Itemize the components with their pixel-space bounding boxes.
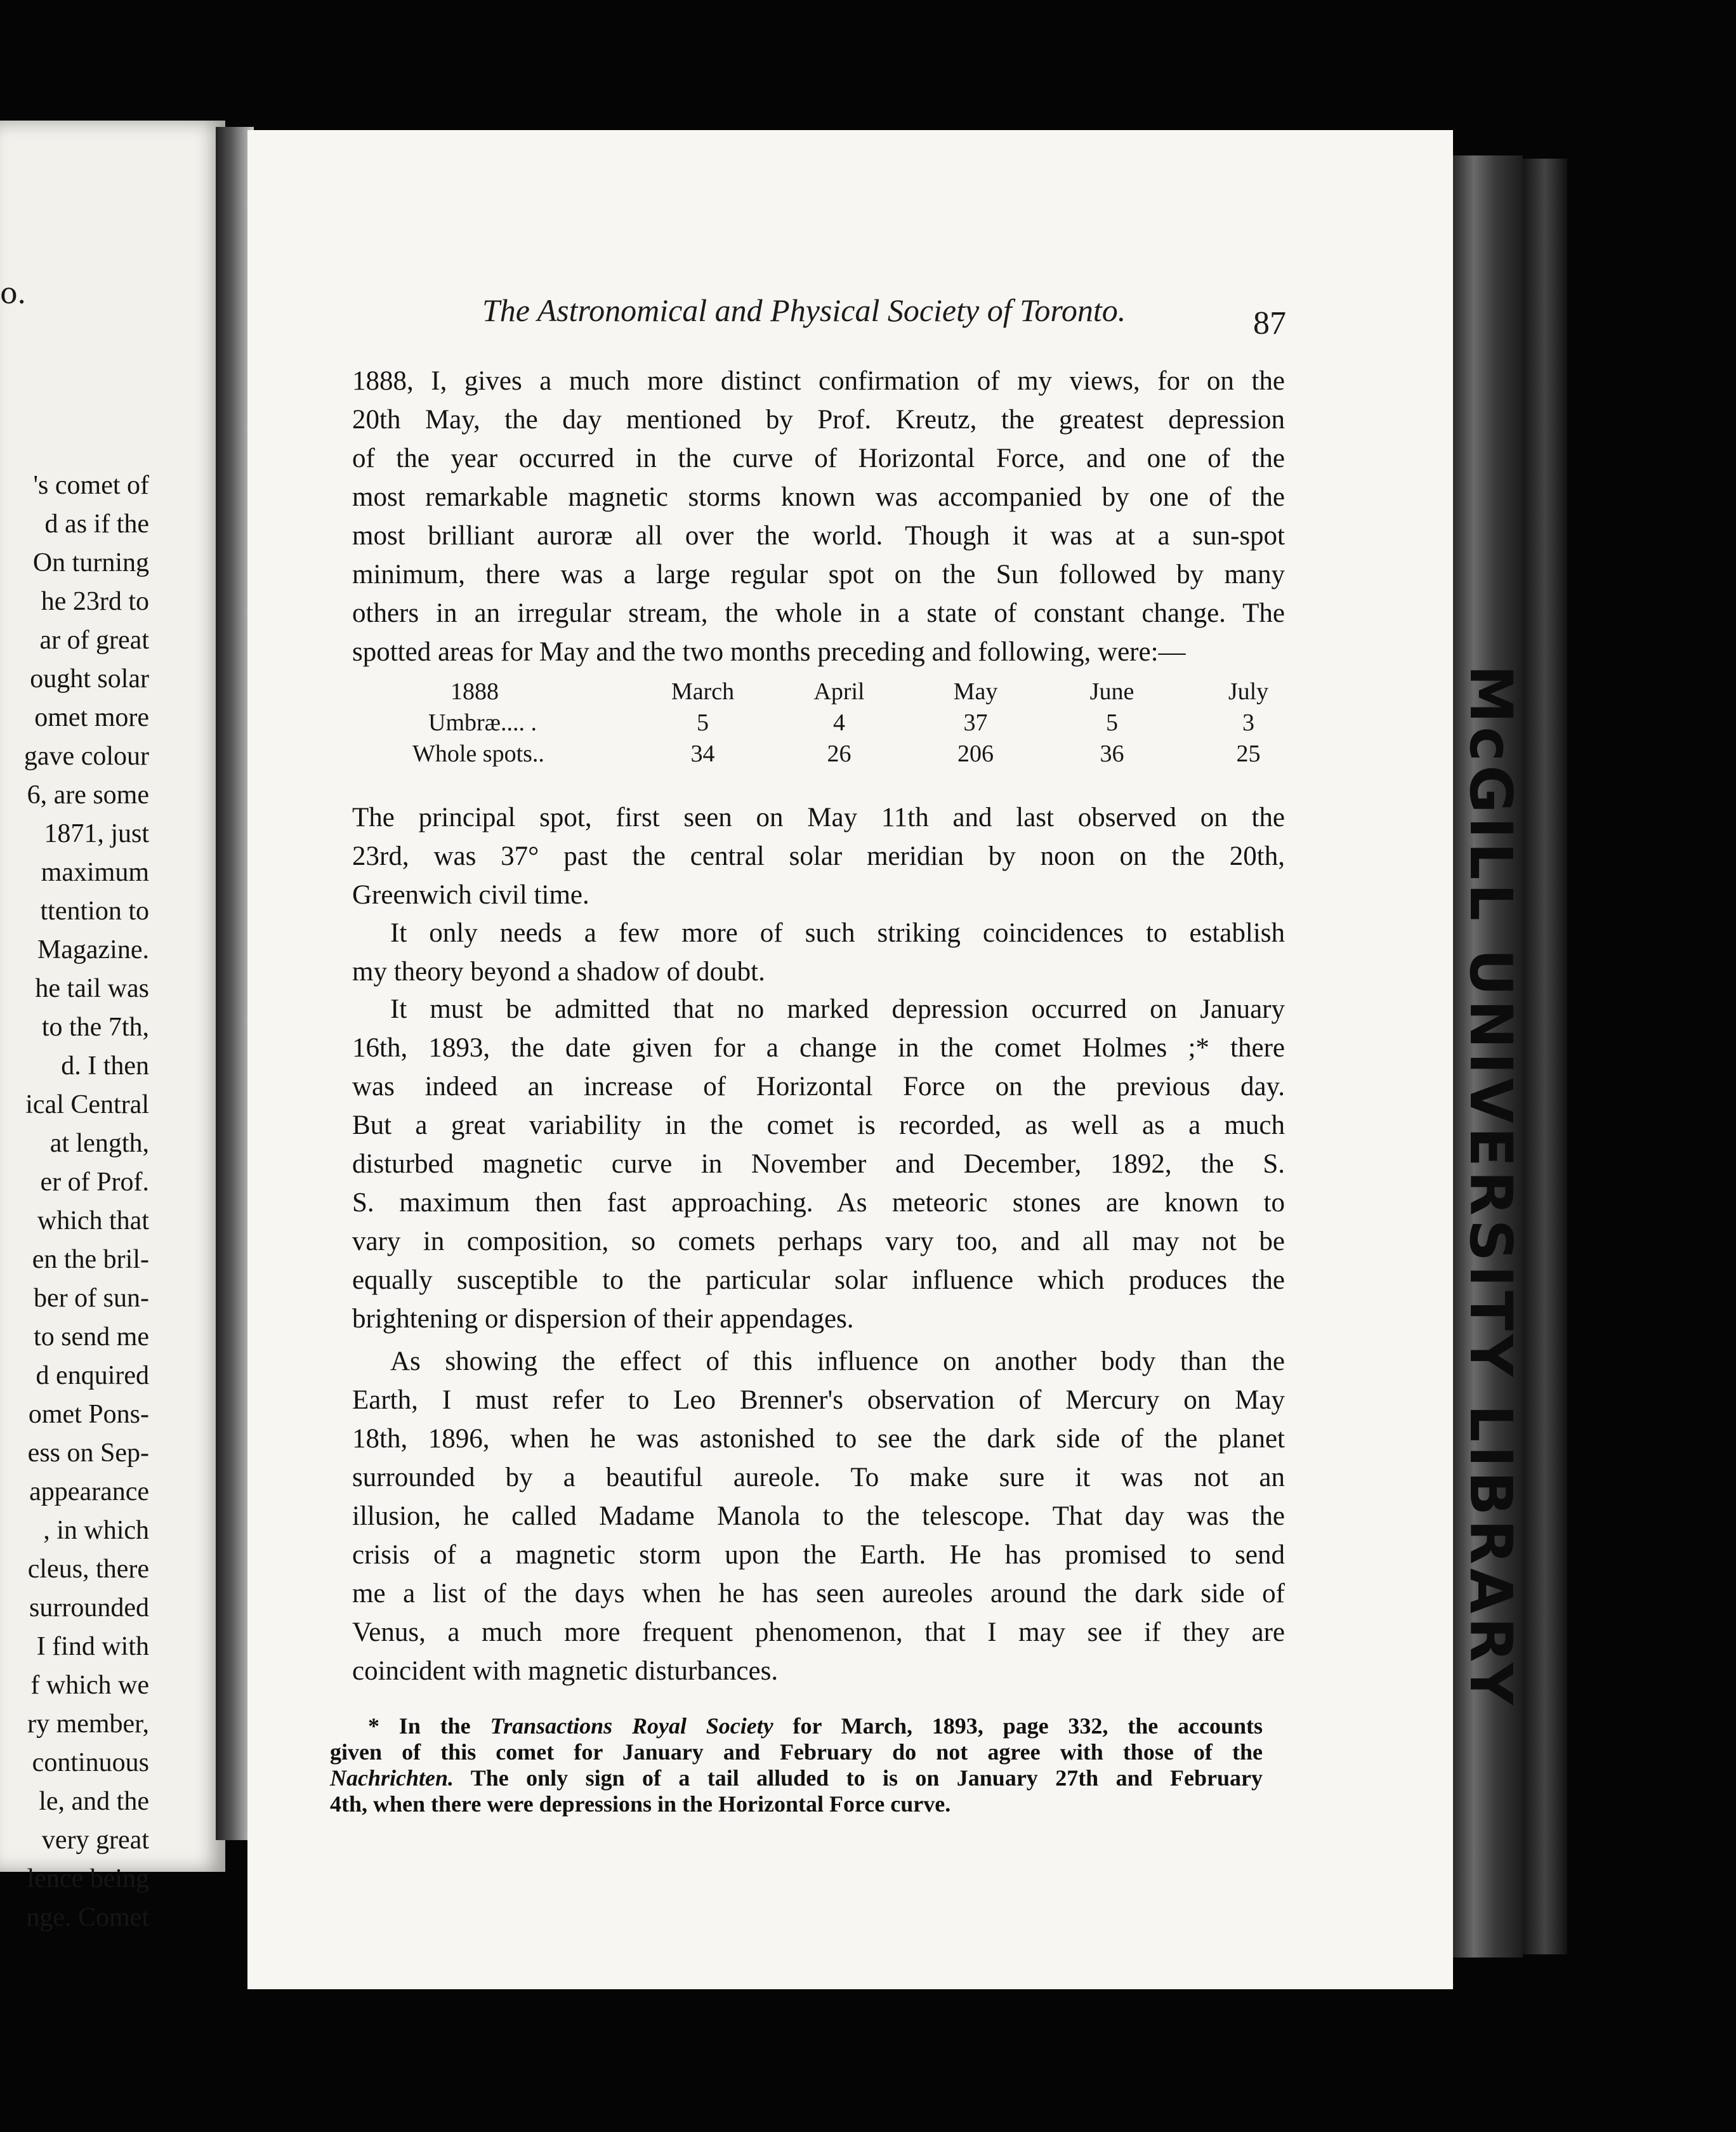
table-row	[412, 738, 1317, 769]
footnote-line	[330, 1739, 1263, 1765]
text-line: most remarkable magnetic storms known was accompanied by one of the	[352, 482, 1285, 512]
text-line: spotted areas for May and the two months preceding and following, were:—	[352, 637, 1186, 667]
table-cell: 5	[1106, 709, 1118, 736]
paragraph-continuation	[352, 362, 1285, 671]
left-page-line: lence being	[27, 1864, 149, 1893]
left-page-line: d. I then	[61, 1051, 149, 1081]
text-line: As showing the effect of this influence on another body than the	[390, 1346, 1285, 1376]
text-line: Greenwich civil time.	[352, 880, 589, 910]
left-page-line: nge. Comet	[26, 1903, 149, 1932]
text-line: 18th, 1896, when he was astonished to see the dark side of the planet	[352, 1424, 1285, 1454]
paragraph-coincidences	[352, 914, 1285, 991]
left-page-line: appearance	[29, 1477, 149, 1506]
paragraph-principal-spot	[352, 798, 1285, 914]
table-cell: 3	[1242, 709, 1254, 736]
text-line: It must be admitted that no marked depression occurred on January	[390, 994, 1285, 1024]
text-line: 23rd, was 37° past the central solar meridian by noon on the 20th,	[352, 841, 1285, 871]
left-page-line: cleus, there	[27, 1555, 149, 1584]
running-head: The Astronomical and Physical Society of Toronto.	[482, 293, 1126, 328]
footnote-line	[330, 1713, 1263, 1739]
footnote-text: The only sign of a tail alluded to is on January 27th and February	[454, 1765, 1263, 1791]
footnote-text: given of this comet for January and February do not agree with those of the	[330, 1739, 1263, 1765]
text-line: equally susceptible to the particular solar influence which produces the	[352, 1265, 1285, 1295]
left-page-line: ber of sun-	[34, 1284, 149, 1313]
left-page-line: gave colour	[23, 742, 149, 771]
table-cell: 206	[957, 740, 994, 767]
footnote-italic-title: Transactions Royal Society	[490, 1713, 773, 1739]
text-line: But a great variability in the comet is recorded, as well as a much	[352, 1110, 1285, 1140]
left-page-line: , in which	[43, 1516, 149, 1545]
table-year: 1888	[450, 678, 499, 705]
text-line: It only needs a few more of such striking coincidences to establish	[390, 918, 1285, 948]
left-page-line: which that	[37, 1206, 149, 1235]
text-line: was indeed an increase of Horizontal Force on the previous day.	[352, 1072, 1285, 1102]
table-cell: 36	[1100, 740, 1124, 767]
table-col-header: July	[1228, 678, 1269, 705]
footnote-line	[330, 1791, 1263, 1817]
text-line: me a list of the days when he has seen aureoles around the dark side of	[352, 1579, 1285, 1609]
text-line: others in an irregular stream, the whole in a state of constant change. The	[352, 598, 1285, 628]
table-row-label: Umbræ.... .	[428, 709, 537, 736]
footnote-text: * In the	[368, 1713, 490, 1739]
left-page-line: very great	[41, 1826, 149, 1855]
left-page-line: at length,	[49, 1129, 149, 1158]
left-page-line: d as if the	[44, 510, 149, 539]
text-line: vary in composition, so comets perhaps vary too, and all may not be	[352, 1227, 1285, 1256]
text-line: S. maximum then fast approaching. As meteoric stones are known to	[352, 1188, 1285, 1218]
footnote-text: 4th, when there were depressions in the Horizontal Force curve.	[330, 1791, 951, 1817]
paragraph-comet-holmes	[352, 990, 1285, 1338]
left-page-line: ar of great	[39, 626, 149, 655]
text-line: 20th May, the day mentioned by Prof. Kreutz, the greatest depression	[352, 405, 1285, 435]
text-line: Earth, I must refer to Leo Brenner's observation of Mercury on May	[352, 1385, 1285, 1415]
left-page-line: ttention to	[40, 897, 149, 926]
library-stamp	[1453, 664, 1529, 1709]
footnote	[330, 1713, 1263, 1817]
table-cell: 26	[827, 740, 852, 767]
footnote-italic-title: Nachrichten.	[330, 1765, 454, 1791]
table-cell: 5	[697, 709, 709, 736]
text-line: coincident with magnetic disturbances.	[352, 1656, 779, 1686]
text-line: disturbed magnetic curve in November and December, 1892, the S.	[352, 1149, 1285, 1179]
left-page-line: omet more	[34, 703, 149, 732]
book-cover-edge	[1523, 159, 1567, 1954]
text-line: The principal spot, first seen on May 11th and last observed on the	[352, 803, 1285, 832]
sunspot-table	[412, 676, 1317, 769]
left-page-line: 1871, just	[44, 819, 149, 848]
left-page-heading-fragment: o.	[0, 276, 27, 310]
table-col-header: April	[813, 678, 865, 705]
text-line: my theory beyond a shadow of doubt.	[352, 957, 765, 987]
text-line: illusion, he called Madame Manola to the telescope. That day was the	[352, 1501, 1285, 1531]
table-col-header: June	[1089, 678, 1134, 705]
table-cell: 25	[1236, 740, 1261, 767]
table-col-header: May	[953, 678, 998, 705]
left-page-line: he 23rd to	[41, 587, 149, 616]
left-page-line: en the bril-	[32, 1245, 149, 1274]
text-line: 16th, 1893, the date given for a change in the comet Holmes ;* there	[352, 1033, 1285, 1063]
left-page-line: ry member,	[27, 1709, 149, 1739]
left-page-line: omet Pons-	[28, 1400, 149, 1429]
table-cell: 34	[690, 740, 715, 767]
table-cell: 4	[833, 709, 845, 736]
text-line: minimum, there was a large regular spot on the Sun followed by many	[352, 560, 1285, 589]
left-page-line: maximum	[41, 858, 149, 887]
left-page-text-lines	[24, 466, 149, 1937]
left-page-line: er of Prof.	[40, 1168, 149, 1197]
page-number: 87	[1253, 305, 1286, 341]
paragraph-mercury-observation	[352, 1342, 1285, 1690]
left-page-line: Magazine.	[37, 935, 149, 964]
left-page-line: surrounded	[29, 1593, 149, 1622]
footnote-line	[330, 1765, 1263, 1791]
table-row-label: Whole spots..	[412, 740, 544, 767]
text-line: of the year occurred in the curve of Horizontal Force, and one of the	[352, 444, 1285, 473]
left-page-line: to send me	[34, 1322, 149, 1352]
footnote-text: for March, 1893, page 332, the accounts	[773, 1713, 1263, 1739]
left-page-line: ical Central	[25, 1090, 149, 1119]
left-page-line: d enquired	[36, 1361, 149, 1390]
text-line: 1888, I, gives a much more distinct confirmation of my views, for on the	[352, 366, 1285, 396]
left-page-line: continuous	[32, 1748, 149, 1777]
left-page-line: On turning	[32, 548, 149, 577]
table-header-row	[412, 676, 1317, 707]
text-line: brightening or dispersion of their appendages.	[352, 1304, 854, 1334]
left-page-line: to the 7th,	[41, 1013, 149, 1042]
left-page-line: 's comet of	[33, 471, 149, 500]
left-page-line: he tail was	[35, 974, 149, 1003]
left-page-line: f which we	[30, 1671, 149, 1700]
table-col-header: March	[671, 678, 735, 705]
table-cell: 37	[963, 709, 988, 736]
text-line: crisis of a magnetic storm upon the Earth. He has promised to send	[352, 1540, 1285, 1570]
left-page-line: ought solar	[30, 664, 149, 694]
library-stamp-text: McGILL UNIVERSITY LIBRARY	[1457, 664, 1525, 1709]
text-line: most brilliant auroræ all over the world. Though it was at a sun-spot	[352, 521, 1285, 551]
left-page-line: I find with	[36, 1632, 149, 1661]
left-page-fragment	[0, 121, 225, 1932]
text-line: Venus, a much more frequent phenomenon, that I may see if they are	[352, 1617, 1285, 1647]
table-row	[412, 707, 1317, 738]
text-line: surrounded by a beautiful aureole. To make sure it was not an	[352, 1463, 1285, 1492]
left-page-line: 6, are some	[27, 780, 149, 810]
left-page-line: ess on Sep-	[27, 1438, 149, 1468]
left-page-line: le, and the	[39, 1787, 149, 1816]
